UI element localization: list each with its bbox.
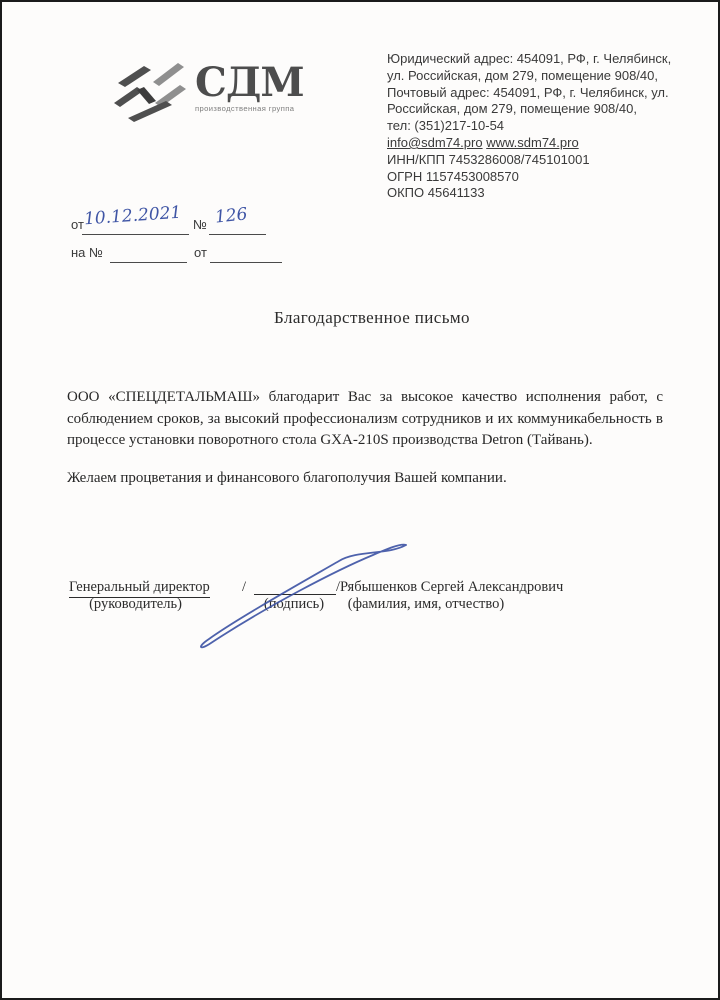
handwritten-date: 10.12.2021 [83,202,182,230]
signature-separator: / [242,579,247,595]
signer-position-title: Генеральный директор [69,579,210,598]
body-paragraph: Желаем процветания и финансового благополучия Вашей компании. [67,469,507,486]
handwritten-signature-scribble [187,540,412,652]
company-logo-tagline: производственная группа [195,104,295,113]
ogrn-line: ОГРН 1157453008570 [387,168,519,184]
reply-from-blank-line [210,246,282,263]
number-label: № [193,217,207,232]
legal-address-line: Юридический адрес: 454091, РФ, г. Челябинск, [387,51,672,66]
reply-from-label: от [194,245,207,260]
letterhead-info-block [387,51,675,202]
company-logo-text: СДМ [195,59,304,106]
handwritten-number: 126 [214,204,249,228]
from-label: от [71,217,84,232]
sdm-logo-icon [110,57,200,127]
reply-number-blank-line [110,246,187,263]
okpo-line: ОКПО 45641133 [387,185,485,201]
signature-caption: (подпись) [263,596,325,612]
signer-full-name: /Рябышенков Сергей Александрович [336,579,564,595]
body-paragraph: ООО «СПЕЦДЕТАЛЬМАШ» благодарит Вас за высокое качество исполнения работ, с соблюдением сроков, за высокий профессионализм сотрудников и их коммуникабельность в процессе установки поворотного стола GXA-210S производства Detron (Тайвань). [67,389,663,448]
inn-kpp-line: ИНН/КПП 7453286008/745101001 [387,151,590,167]
phone-line: тел: (351)217-10-54 [387,118,505,134]
position-caption: (руководитель) [89,596,182,612]
postal-address-line: Почтовый адрес: 454091, РФ, г. Челябинск, ул. [387,84,669,100]
letter-title: Благодарственное письмо [274,308,470,327]
reply-number-label: на № [71,245,103,260]
email-link[interactable]: info@sdm74.pro [387,134,483,150]
legal-address-line: ул. Российская, дом 279, помещение 908/40, [387,67,658,83]
links-line [387,135,675,152]
name-caption: (фамилия, имя, отчество) [347,596,505,612]
letter-body [67,387,663,505]
website-link[interactable]: www.sdm74.pro [486,134,579,150]
postal-address-line: Российская, дом 279, помещение 908/40, [387,101,637,117]
